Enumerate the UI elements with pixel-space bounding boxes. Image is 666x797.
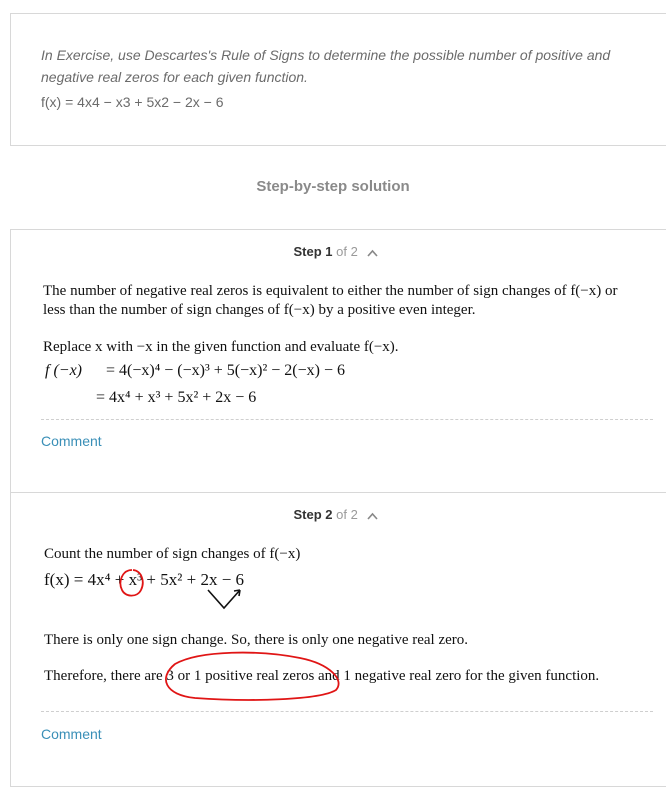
divider (41, 711, 653, 712)
step-2-paragraph-1: Count the number of sign changes of f(−x) (44, 546, 301, 562)
step-2-count: of 2 (336, 507, 358, 522)
step-2-card (10, 492, 666, 787)
divider (41, 419, 653, 420)
step-1-card (10, 229, 666, 493)
comment-link[interactable]: Comment (41, 726, 102, 742)
solution-title: Step-by-step solution (256, 178, 410, 195)
step-2-equation: f(x) = 4x⁴ + x³ + 5x² + 2x − 6 (44, 570, 245, 589)
step-1-eq2-rhs: = 4x⁴ + x³ + 5x² + 2x − 6 (96, 389, 257, 406)
step-2-paragraph-2: There is only one sign change. So, there is only one negative real zero. (44, 632, 469, 648)
chevron-up-icon[interactable] (367, 249, 378, 257)
step-2-header[interactable] (11, 507, 661, 522)
step-1-label: Step 1 (293, 244, 333, 259)
chevron-up-icon[interactable] (367, 512, 378, 520)
comment-link[interactable]: Comment (41, 433, 102, 449)
step-1-eq1-lhs: f (−x) (45, 362, 82, 379)
question-instruction: In Exercise, use Descartes's Rule of Signs to determine the possible number of positive and negative real zeros for each given function. (41, 47, 611, 85)
step-2-paragraph-3: Therefore, there are 3 or 1 positive real zeros and 1 negative real zero for the given function. (44, 668, 600, 684)
step-1-header[interactable] (11, 244, 661, 259)
step-1-paragraph-2: Replace x with −x in the given function and evaluate f(−x). (43, 339, 399, 355)
question-card (10, 13, 666, 146)
step-1-eq1-rhs: = 4(−x)⁴ − (−x)³ + 5(−x)² − 2(−x) − 6 (106, 362, 346, 379)
step-2-label: Step 2 (293, 507, 333, 522)
question-function: f(x) = 4x4 − x3 + 5x2 − 2x − 6 (41, 94, 224, 110)
step-1-count: of 2 (336, 244, 358, 259)
step-1-paragraph-1: The number of negative real zeros is equivalent to either the number of sign changes of f(−x) or less than the number of sign changes of f(−x) by a positive even integer. (43, 283, 618, 318)
